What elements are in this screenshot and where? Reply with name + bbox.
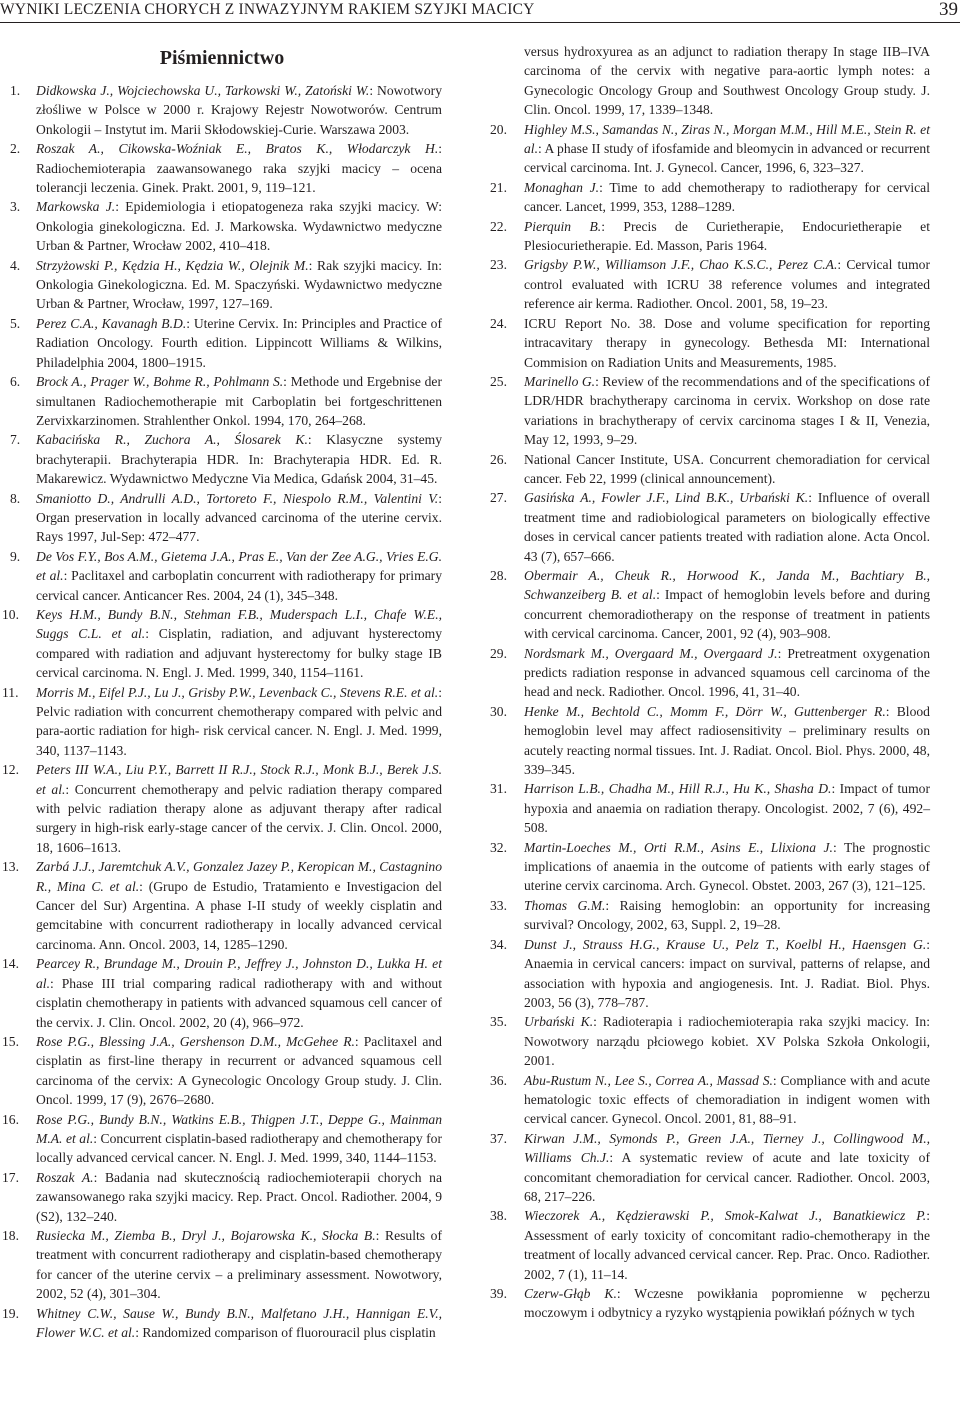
reference-item [490,702,930,780]
reference-number: 16. [2,1111,19,1127]
reference-item [490,1129,930,1207]
reference-text: : Impact of hemoglobin levels before and during concurrent chemoradiotherapy on the response of treatment in patients with cervical carcinoma. Cancer, 2001, 92 (4), 903–908. [524,587,930,642]
reference-authors: Henke M., Bechtold C., Momm F., Dörr W., Guttenberger R. [524,703,886,719]
reference-number: 11. [2,684,19,700]
reference-number: 14. [2,956,19,972]
reference-number: 32. [490,839,507,855]
reference-text: : Precis de Curietherapie, Endocurietherapie et Plesiocurietherapie. Ed. Masson, Paris 1964. [524,218,930,254]
reference-number: 10. [2,606,19,622]
reference-authors: Urbański K. [524,1014,594,1030]
reference-item [2,81,442,139]
reference-authors: Markowska J. [36,199,116,215]
reference-text: : Review of the recommendations and of the specifications of LDR/HDR brachytherapy carcinoma in cervix. Workshop on dose rate variations in brachytherapy of cervix carcinoma stages I & II, Venezia, May 12, 1993, 9–29. [524,373,930,448]
reference-authors: Monaghan J. [524,179,600,195]
left-reference-list [2,81,442,1342]
running-title: WYNIKI LECZENIA CHORYCH Z INWAZYJNYM RAKIEM SZYJKI MACICY [0,1,535,18]
reference-number: 31. [490,781,507,797]
reference-item [490,178,930,217]
reference-authors: Peters III W.A., Liu P.Y., Barrett II R.J., Stock R.J., Monk B.J., Berek J.S. et al. [36,762,442,797]
reference-authors: Gasińska A., Fowler J.F., Lind B.K., Urbański K. [524,490,809,506]
reference-text: ICRU Report No. 38. Dose and volume specification for reporting intracavitary therapy in gynecology. Bethesda MI: International Commision on Radiation Units and Measurements, 1985. [524,315,930,370]
reference-text: : Paclitaxel and carboplatin concurrent with radiotherapy for primary cervical cancer. Anticancer Res. 2004, 24 (1), 345–348. [36,568,442,603]
reference-authors: De Vos F.Y., Bos A.M., Gietema J.A., Pras E., Van der Zee A.G., Vries E.G. et al. [36,548,442,584]
reference-item [2,372,442,430]
reference-authors: Thomas G.M. [524,897,606,913]
reference-text: : Organ preservation in locally advanced carcinoma of the uterine cervix. Rays 1997, Jul-Sep: 472–477. [36,490,442,545]
reference-text: : Randomized comparison of fluorouracil plus cisplatin [135,1325,436,1340]
reference-number: 37. [490,1130,507,1146]
reference-authors: Pearcey R., Brundage M., Drouin P., Jeffrey J., Johnston D., Lukka H. et al. [36,956,442,991]
running-header [0,0,960,23]
reference-number: 15. [2,1033,19,1049]
reference-authors: Kabacińska R., Zuchora A., Ślosarek K. [36,432,308,448]
reference-authors: Wieczorek A., Kędzierawski P., Smok-Kalwat J., Banatkiewicz P. [524,1208,927,1224]
reference-text: : Badania nad skutecznością radiochemioterapii chorych na zawansowanego raka szyjki macicy. Rep. Pract. Oncol. Radiother. 2004, 9 (S2), 132–240. [36,1169,442,1224]
reference-text: : Compliance with and acute hematologic toxic effects of chemoradiation in indigent women with cervical cancer. Gynecol. Oncol. 2001, 81, 88–91. [524,1072,930,1127]
reference-number: 20. [490,121,507,137]
reference-number: 25. [490,373,507,389]
reference-number: 8. [10,490,21,506]
reference-authors: Highley M.S., Samandas N., Ziras N., Morgan M.M., Hill M.E., Stein R. et al. [524,121,930,157]
reference-number: 29. [490,645,507,661]
reference-item [490,1284,930,1323]
reference-number: 3. [10,199,21,215]
reference-text: : (Grupo de Estudio, Tratamiento e Investigacion del Cancer del Sur) Argentina. A phase I-II study of weekly cisplatin and gemcitabine with concurrent radiotherapy in locally advanced cervical carcinoma. Ann. Oncol. 2003, 14, 1285–1290. [36,878,442,952]
reference-item [2,760,442,857]
reference-authors: Grigsby P.W., Williamson J.F., Chao K.S.C., Perez C.A. [524,257,838,273]
reference-number: 22. [490,218,507,234]
reference-item [2,430,442,488]
reference-number: 6. [10,374,21,390]
reference-text: : Methode und Ergebnise der simultanen Radiochemotherapie mit Carboplatin bei fortgeschrittenen Zervixkarzinomen. Strahlenther Onkol. 1994, 170, 264–268. [36,374,442,428]
reference-authors: Obermair A., Cheuk R., Horwood K., Janda M., Bachtiary B., Schwanzeiberg B. et al. [524,567,930,603]
reference-item [490,935,930,1013]
reference-authors: Harrison L.B., Chadha M., Hill R.J., Hu K., Shasha D. [524,781,832,797]
reference-text: : Phase III trial comparing radical radiotherapy with and without cisplatin chemotherapy in patients with advanced squamous cell cancer of the cervix. J. Clin. Oncol. 2002, 20 (4), 966–972. [36,975,442,1030]
reference-item [2,1304,442,1343]
right-column [490,42,930,1323]
reference-authors: Smaniotto D., Andrulli A.D., Tortoreto F., Niespolo R.M., Valentini V. [36,490,439,506]
reference-item [2,857,442,954]
reference-number: 1. [10,83,21,98]
reference-text: National Cancer Institute, USA. Concurrent chemoradiation for cervical cancer. Feb 22, 1999 (clinical announcement). [524,451,930,486]
reference-text: : Pretreatment oxygenation predicts radiation response in advanced squamous cell carcinoma of the head and neck. Radiother. Oncol. 1996, 41, 31–40. [524,645,930,700]
reference-number: 28. [490,567,507,583]
reference-item [490,779,930,837]
reference-item [490,450,930,489]
reference-authors: Morris M., Eifel P.J., Lu J., Grisby P.W., Levenback C., Stevens R.E. et al. [36,684,439,700]
reference-text: : Influence of overall treatment time and radiobiological parameters on biologically effective doses in cervical cancer patients treated with radiation alone. Acta Oncol. 43 (7), 657–666. [524,490,930,564]
reference-text: : Klasyczne systemy brachyterapii. Brachyterapia HDR. In: Brachyterapia HDR. Ed. R. Makarewicz. Wydawnictwo Medyczne Via Medica, Gdańsk 2004, 31–45. [36,432,442,487]
reference-number: 17. [2,1169,19,1185]
reference-number: 39. [490,1286,507,1301]
reference-text: : Cisplatin, radiation, and adjuvant hysterectomy compared with radiation and adjuvant hysterectomy for bulky stage IB cervical carcinoma. N. Engl. J. Med. 1999, 340, 1154–1161. [36,626,442,681]
reference-number: 4. [10,257,21,273]
reference-authors: Marinello G. [524,373,596,389]
reference-item [490,1012,930,1070]
reference-text: : Anaemia in cervical cancers: impact on survival, patterns of relapse, and association with hypoxia and angiogenesis. Int. J. Radiat. Biol. Phys. 2003, 56 (3), 778–787. [524,936,930,1010]
reference-text: : Radiochemioterapia zaawansowanego raka szyjki macicy – ocena tolerancji leczenia. Ginek. Prakt. 2001, 9, 119–121. [36,141,442,196]
reference-number: 2. [10,141,21,157]
reference-item [490,314,930,372]
reference-text: : Assessment of early toxicity of concomitant radio-chemotherapy in the treatment of locally advanced cervical cancer. Rep. Prac. Onco. Radiother. 2002, 7 (1), 11–14. [524,1208,930,1282]
reference-text: : Wczesne powikłania popromienne w pęcherzu moczowym i odbytnicy a ryzyko wystąpienia powikłań późnych w tych [524,1286,930,1321]
reference-number: 5. [10,315,21,331]
reference-text: : Nowotwory złośliwe w Polsce w 2000 r. Krajowy Rejestr Nowotworów. Centrum Onkologii – Instytut im. Marii Skłodowskiej-Curie. Warszawa 2003. [36,83,442,137]
reference-item [490,255,930,313]
reference-number: 19. [2,1305,19,1321]
reference-item [2,1168,442,1226]
reference-authors: Roszak A., Cikowska-Woźniak E., Bratos K., Włodarczyk H. [36,141,439,157]
reference-number: 33. [490,897,507,913]
reference-authors: Roszak A. [36,1169,94,1185]
reference-item [490,838,930,896]
reference-number: 35. [490,1014,507,1030]
reference-item [2,197,442,255]
reference-text: : Paclitaxel and cisplatin as first-line therapy in recurrent or advanced squamous cell carcinoma of the cervix: A Gynecologic Oncology Group study. J. Clin. Oncol. 1999, 17 (9), 2676–2680. [36,1033,442,1108]
reference-item [490,566,930,644]
reference-authors: Perez C.A., Kavanagh B.D. [36,315,187,331]
reference-authors: Abu-Rustum N., Lee S., Correa A., Massad S. [524,1072,773,1088]
reference-text: : Uterine Cervix. In: Principles and Practice of Radiation Oncology. Fourth edition. Lippincott Williams & Wilkins, Philadelphia 2004, 1800–1915. [36,315,442,370]
reference-authors: Rose P.G., Bundy B.N., Watkins E.B., Thigpen J.T., Deppe G., Mainman M.A. et al. [36,1111,442,1146]
reference-text: : Impact of tumor hypoxia and anaemia on radiation therapy. Oncologist. 2002, 7 (6), 492–508. [524,781,930,836]
reference-number: 18. [2,1227,19,1243]
reference-item [2,139,442,197]
reference-item [2,1226,442,1304]
reference-text: : Blood hemoglobin level may affect radiosensitivity – preliminary results on acutely reacting normal tissues. Int. J. Radiat. Oncol. Biol. Phys. 2000, 48, 339–345. [524,703,930,778]
reference-authors: Zarbá J.J., Jaremtchuk A.V., Gonzalez Jazey P., Keropican M., Castagnino R., Mina C. et al. [36,859,442,894]
reference-authors: Nordsmark M., Overgaard M., Overgaard J. [524,645,778,661]
reference-number: 34. [490,936,507,952]
reference-item [490,896,930,935]
reference-authors: Dunst J., Strauss H.G., Krause U., Pelz T., Koelbl H., Haensgen G. [524,936,927,952]
reference-number: 38. [490,1208,507,1224]
reference-item [2,1032,442,1110]
reference-text: : Results of treatment with concurrent radiotherapy and cisplatin-based chemotherapy for cancer of the uterine cervix – a preliminary assessment. Nowotwory, 2002, 52 (4), 301–304. [36,1227,442,1302]
reference-authors: Kirwan J.M., Symonds P., Green J.A., Tierney J., Collingwood M., Williams Ch.J. [524,1130,930,1166]
reference-text: : Pelvic radiation with concurrent chemotherapy compared with pelvic and para-aortic radiation for high- risk cervical cancer. N. Engl. J. Med. 1999, 340, 1137–1143. [36,684,442,758]
reference-item [2,489,442,547]
reference-number: 23. [490,257,507,273]
reference-item [2,683,442,761]
left-column [2,45,442,1342]
reference-number: 24. [490,315,507,331]
reference-number: 13. [2,859,19,875]
reference-item [2,1110,442,1168]
reference-number: 36. [490,1072,507,1088]
reference-text: : Concurrent cisplatin-based radiotherapy and chemotherapy for locally advanced cervical cancer. N. Engl. J. Med. 1999, 340, 1144–1153. [36,1130,442,1166]
reference-text: : Radioterapia i radiochemioterapia raka szyjki macicy. In: Nowotwory narządu płciowego kobiet. XV Polska Szkoła Onkologii, 2001. [524,1014,931,1069]
reference-number: 7. [10,432,21,448]
reference-item [2,605,442,683]
reference-authors: Rose P.G., Blessing J.A., Gershenson D.M., McGehee R. [36,1033,355,1049]
reference-authors: Keys H.M., Bundy B.N., Stehman F.B., Muderspach L.I., Chafe W.E., Suggs C.L. et al. [36,606,442,642]
section-title: Piśmiennictwo [159,47,285,69]
reference-authors: Rusiecka M., Ziemba B., Dryl J., Bojarowska K., Słocka B. [36,1227,376,1243]
reference-item [490,644,930,702]
reference-authors: Czerw-Głąb K. [524,1286,617,1301]
reference-item [490,372,930,450]
reference-number: 26. [490,451,507,467]
reference-authors: Pierquin B. [524,218,602,234]
reference-number: 12. [2,762,19,778]
reference-item [2,256,442,314]
reference-text: : Epidemiologia i etiopatogeneza raka szyjki macicy. W: Onkologia ginekologiczna. Ed. J. Markowska. Wydawnictwo medyczne Urban & Partner, Wrocław 2002, 410–418. [36,199,442,254]
reference-text: : The prognostic implications of anaemia in the outcome of patients with early stages of uterine cervix carcinoma. Arch. Gynecol. Obstet. 2003, 267 (3), 121–125. [524,839,930,894]
reference-number: 27. [490,490,507,506]
reference-number: 9. [10,548,21,564]
reference-text: : Raising hemoglobin: an opportunity for increasing survival? Oncology, 2002, 63, Suppl. 2, 19–28. [524,897,930,933]
reference-item [490,1071,930,1129]
reference-authors: Didkowska J., Wojciechowska U., Tarkowski W., Zatoński W. [36,83,370,98]
reference-text: : Time to add chemotherapy to radiotherapy for cervical cancer. Lancet, 1999, 353, 1288–1289. [524,179,930,215]
reference-item [490,488,930,566]
reference-text: : Rak szyjki macicy. In: Onkologia Ginekologiczna. Ed. M. Spaczyński. Wydawnictwo medyczne Urban & Partner, Wrocław, 1997, 127–169. [36,257,442,312]
right-reference-list [490,120,930,1323]
reference-item [490,120,930,178]
reference-text: : A phase II study of ifosfamide and bleomycin in advanced or recurrent cervical carcinoma. Int. J. Gynecol. Cancer, 1996, 6, 323–327. [524,141,930,176]
reference-authors: Strzyżowski P., Kędzia H., Kędzia W., Olejnik M. [36,257,309,273]
reference-number: 30. [490,703,507,719]
reference-authors: Whitney C.W., Sause W., Bundy B.N., Malfetano J.H., Hannigan E.V., Flower W.C. et al. [36,1305,442,1340]
reference-item [490,1206,930,1284]
reference-item [2,547,442,605]
page-number: 39 [939,0,958,20]
reference-text: : Concurrent chemotherapy and pelvic radiation therapy compared with pelvic radiation therapy alone as adjuvant therapy after radical surgery in high-risk early-stage cancer of the cervix. J. Clin. Oncol. 2000, 18, 1606–1613. [36,781,442,855]
reference-item [2,954,442,1032]
reference-authors: Brock A., Prager W., Bohme R., Pohlmann S. [36,374,284,390]
reference-item [2,314,442,372]
reference-text: : A systematic review of acute and late toxicity of concomitant chemoradiation for cervical cancer. Radiother. Oncol. 2003, 68, 217–226. [524,1150,930,1204]
reference-continuation: versus hydroxyurea as an adjunct to radiation therapy In stage IIB–IVA carcinoma of the cervix with negative para-aortic lymph notes: a Gynecologic Oncology Group and Southwest Oncology Group study. J. Clin. Oncol. 1999, 17, 1339–1348. [524,44,930,118]
reference-authors: Martin-Loeches M., Orti R.M., Asins E., Llixiona J. [524,839,833,855]
reference-item [490,217,930,256]
reference-number: 21. [490,179,507,195]
reference-text: : Cervical tumor control evaluated with ICRU 38 reference volumes and integrated reference air kerma. Radiother. Oncol. 2001, 58, 19–23. [524,257,931,312]
